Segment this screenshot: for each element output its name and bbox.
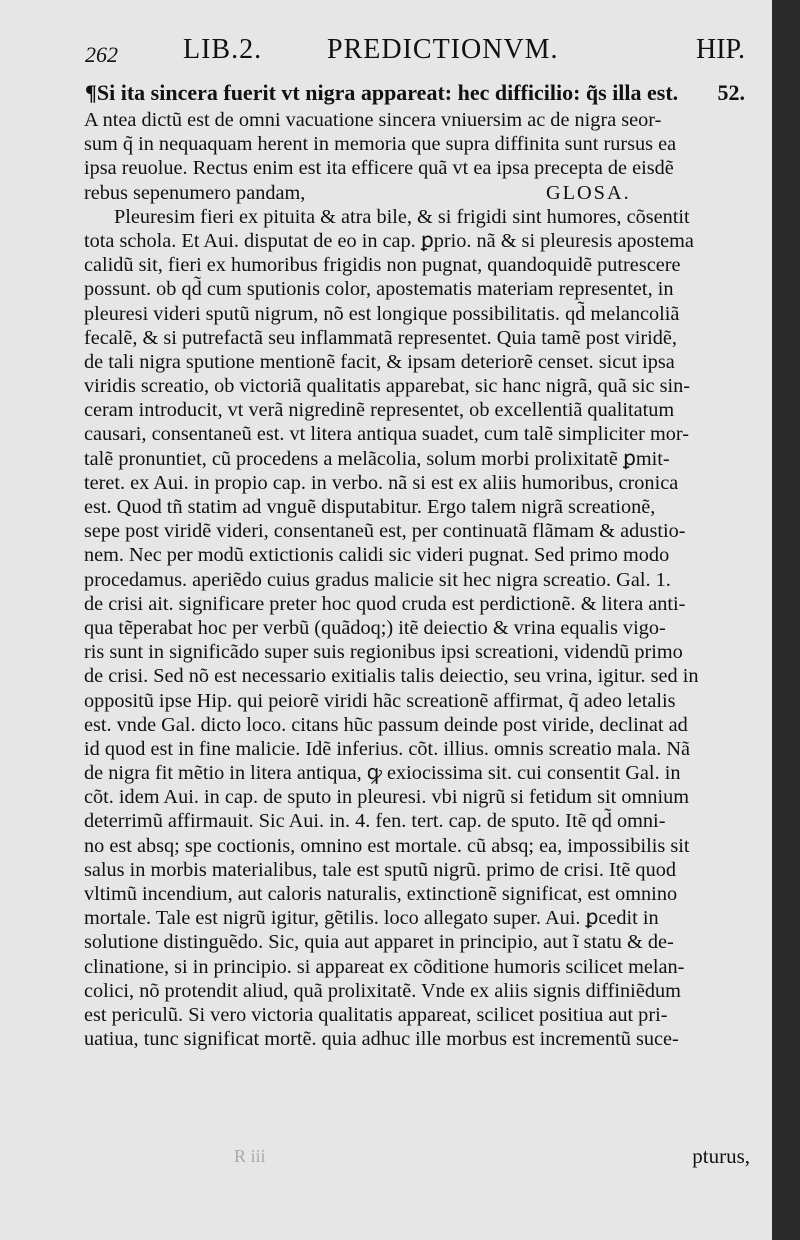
text-line: salus in morbis materialibus, tale est sputũ nigrũ. primo de crisi. Itẽ quod (84, 858, 676, 881)
text-line: nem. Nec per modũ extictionis calidi sic videri pugnat. Sed primo modo (84, 544, 670, 567)
text-line-content: rebus sepenumero pandam, (84, 181, 306, 204)
aphorism-lemma (85, 78, 745, 108)
catchword: pturus, (692, 1144, 750, 1168)
text-line: ceram introducit, vt verã nigredinẽ representet, ob excellentiã qualitatum (84, 399, 675, 422)
text-line: est. Quod tñ statim ad vnguẽ disputabitur. Ergo talem nigrã screationẽ, (84, 496, 656, 518)
text-line: est periculũ. Si vero victoria qualitatis appareat, scilicet positiua aut pri- (84, 1003, 668, 1026)
text-line: de crisi ait. significare preter hoc quod cruda est perdictionẽ. & litera anti- (84, 592, 686, 615)
text-line: viridis screatio, ob victoriã qualitatis apparebat, sic hanc nigrã, quã sic sin- (84, 375, 690, 398)
text-line (84, 181, 748, 205)
text-line: ipsa reuolue. Rectus enim est ita efficere quã vt ea ipsa precepta de eisdẽ (84, 157, 674, 180)
running-header-book: LIB.2. (183, 34, 263, 65)
text-line: procedamus. aperiẽdo cuius gradus malicie sit hec nigra screatio. Gal. 1. (84, 568, 671, 591)
page-footer (84, 1140, 750, 1170)
text-line: colici, nõ protendit aliud, quã prolixitatẽ. Vnde ex aliis signis diffiniẽdum (84, 979, 681, 1002)
text-line: uatiua, tunc significat mortẽ. quia adhuc ille morbus est incrementũ suce- (84, 1028, 679, 1051)
text-line: de crisi. Sed nõ est necessario exitialis talis deiectio, seu vrina, igitur. sed in (84, 665, 699, 688)
glosa-heading: GLOSA. (546, 181, 631, 204)
text-line: possunt. ob qd̃ cum sputionis color, apostematis materiam representet, in (84, 278, 674, 301)
text-line: ris sunt in significãdo super suis regionibus ipsi screationi, videndũ primo (84, 641, 683, 664)
text-line: Pleuresim fieri ex pituita & atra bile, & si frigidi sint humores, cõsentit (114, 205, 690, 228)
text-line: cõt. idem Aui. in cap. de sputo in pleuresi. vbi nigrũ si fetidum sit omnium (84, 786, 689, 809)
text-line: causari, consentaneũ est. vt litera antiqua suadet, cum talẽ simpliciter mor- (84, 423, 690, 446)
text-line: tota schola. Et Aui. disputat de eo in cap. ꝑprio. nã & si pleuresis apostema (84, 229, 694, 252)
text-line: de tali nigra sputione mentionẽ facit, & ipsam deteriorẽ censet. sicut ipsa (84, 350, 675, 373)
text-line: talẽ pronuntiet, cũ procedens a melãcolia, solum morbi prolixitatẽ ꝑmit- (84, 447, 670, 470)
text-line: calidũ sit, fieri ex humoribus frigidis non pugnat, quandoquidẽ putrescere (84, 254, 681, 277)
lemma-text: ¶Si ita sincera fuerit vt nigra appareat: hec difficilio: q̃s illa est. (85, 80, 679, 105)
text-line: sum q̃ in nequaquam herent in memoria que supra diffinita sunt rursus ea (84, 133, 677, 156)
text-line: solutione distinguẽdo. Sic, quia aut apparet in principio, aut ĩ statu & de- (84, 931, 674, 954)
commentary-body (84, 108, 748, 1051)
text-line: A ntea dictũ est de omni vacuatione sincera vniuersim ac de nigra seor- (84, 109, 662, 131)
running-header-author: HIP. (695, 34, 745, 65)
text-line: no est absq; spe coctionis, omnino est mortale. cũ absq; ea, impossibilis sit (84, 834, 690, 857)
text-line: qua tẽperabat hoc per verbũ (quãdoq;) itẽ deiectio & vrina equalis vigo- (84, 616, 666, 639)
text-line: pleuresi videri sputũ nigrum, nõ est longique possibilitatis. qd̃ melancoliã (84, 302, 680, 325)
text-line: oppositũ ipse Hip. qui peiorẽ viridi hãc screationẽ affirmat, q̃ adeo letalis (84, 689, 676, 712)
text-line: de nigra fit mẽtio in litera antiqua, ꝙ exiocissima sit. cui consentit Gal. in (84, 762, 681, 785)
page-number: 262 (85, 42, 118, 67)
text-line: teret. ex Aui. in propio cap. in verbo. nã si est ex aliis humoribus, cronica (84, 471, 679, 494)
text-line: est. vnde Gal. dicto loco. citans hũc passum deinde post viride, declinat ad (84, 713, 688, 736)
text-line: deterrimũ affirmauit. Sic Aui. in. 4. fen. tert. cap. de sputo. Itẽ qd̃ omni- (84, 810, 666, 833)
text-line: sepe post viridẽ videri, consentaneũ est, per continuatã flãmam & adustio- (84, 520, 686, 543)
text-line: id quod est in fine malicie. Idẽ inferius. cõt. illius. omnis screatio mala. Nã (84, 737, 691, 760)
text-line: vltimũ incendium, aut caloris naturalis, extinctionẽ significat, est omnino (84, 883, 678, 905)
text-line: clinatione, si in principio. si appareat ex cõditione humoris scilicet melan- (84, 955, 685, 978)
signature-mark: R iii (234, 1146, 266, 1166)
running-header (85, 30, 745, 70)
text-line: fecalẽ, & si putrefactã seu inflammatã representet. Quia tamẽ post viridẽ, (84, 326, 677, 349)
running-header-title: PREDICTIONVM. (327, 34, 559, 65)
text-line: mortale. Tale est nigrũ igitur, gẽtilis. loco allegato super. Aui. ꝑcedit in (84, 907, 659, 930)
lemma-number: 52. (717, 80, 745, 105)
